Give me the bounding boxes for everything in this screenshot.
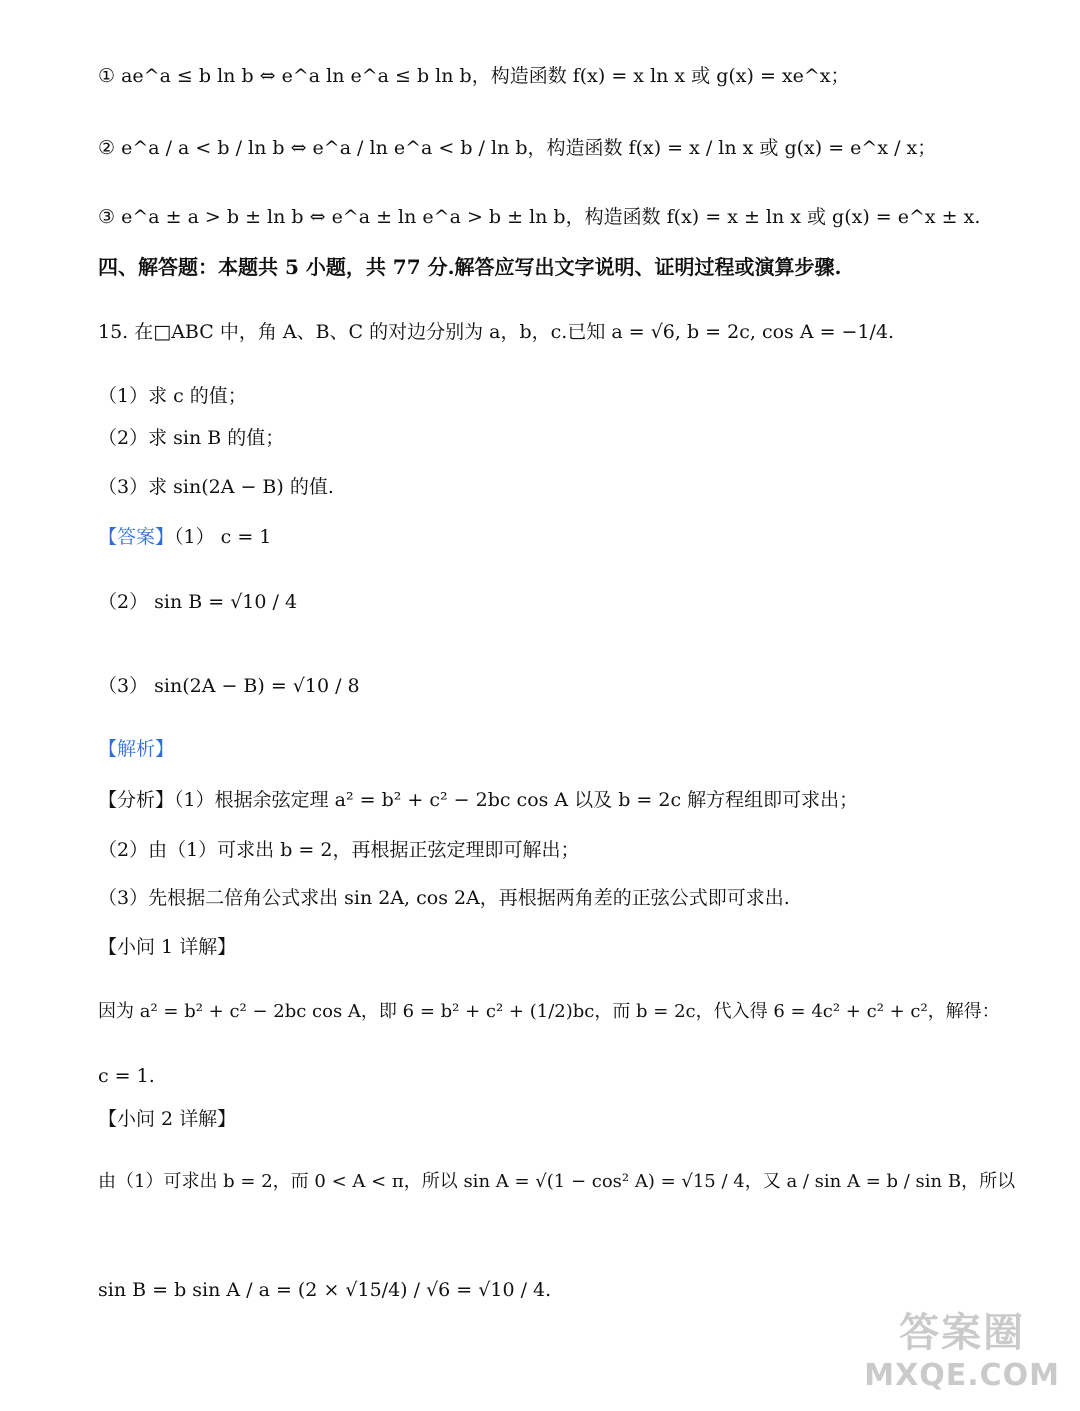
detail-1-line-2: c = 1. bbox=[98, 1065, 155, 1087]
question-3: （3）求 sin(2A − B) 的值. bbox=[98, 476, 334, 498]
watermark-cn: 答案圈 bbox=[899, 1310, 1026, 1356]
question-1: （1）求 c 的值； bbox=[98, 385, 247, 407]
detail-1-heading: 【小问 1 详解】 bbox=[98, 936, 237, 958]
fenxi-tag: 【分析】 bbox=[98, 789, 175, 811]
section-heading: 四、解答题：本题共 5 小题，共 77 分.解答应写出文字说明、证明过程或演算步骤. bbox=[98, 255, 842, 279]
detail-2-line-2: sin B = b sin A / a = (2 × √15/4) / √6 = √10 / 4. bbox=[98, 1279, 552, 1301]
fenxi-3: （3）先根据二倍角公式求出 sin 2A, cos 2A，再根据两角差的正弦公式即可求出. bbox=[98, 887, 790, 909]
watermark bbox=[864, 1301, 1060, 1393]
question-2: （2）求 sin B 的值； bbox=[98, 427, 285, 449]
answer-1: （1） c = 1 bbox=[174, 526, 272, 548]
answer-2: （2） sin B = √10 / 4 bbox=[98, 591, 298, 613]
answer-tag: 【答案】 bbox=[98, 526, 175, 548]
fenxi-2: （2）由（1）可求出 b = 2，再根据正弦定理即可解出； bbox=[98, 839, 580, 861]
answer-line-1 bbox=[98, 523, 1020, 551]
analysis-tag: 【解析】 bbox=[98, 738, 175, 760]
intro-item-1: ① ae^a ≤ b ln b ⇔ e^a ln e^a ≤ b ln b，构造函数 f(x) = x ln x 或 g(x) = xe^x； bbox=[98, 65, 850, 87]
intro-item-2: ② e^a / a < b / ln b ⇔ e^a / ln e^a < b / ln b，构造函数 f(x) = x / ln x 或 g(x) = e^x / x； bbox=[98, 137, 937, 159]
detail-2-heading: 【小问 2 详解】 bbox=[98, 1108, 237, 1130]
problem-stem: 15. 在□ABC 中，角 A、B、C 的对边分别为 a，b，c.已知 a = √6, b = 2c, cos A = −1/4. bbox=[98, 321, 895, 343]
fenxi-line-1 bbox=[98, 786, 1020, 814]
answer-3: （3） sin(2A − B) = √10 / 8 bbox=[98, 675, 360, 697]
fenxi-1: （1）根据余弦定理 a² = b² + c² − 2bc cos A 以及 b = 2c 解方程组即可求出； bbox=[174, 789, 859, 811]
intro-item-3: ③ e^a ± a > b ± ln b ⇔ e^a ± ln e^a > b ± ln b，构造函数 f(x) = x ± ln x 或 g(x) = e^x ± x. bbox=[98, 206, 981, 228]
detail-1-line-1: 因为 a² = b² + c² − 2bc cos A，即 6 = b² + c² + (1/2)bc，而 b = 2c，代入得 6 = 4c² + c² + c²，解得： bbox=[98, 1001, 1000, 1022]
detail-2-line-1: 由（1）可求出 b = 2，而 0 < A < π，所以 sin A = √(1 − cos² A) = √15 / 4，又 a / sin A = b / sin B，所以 bbox=[98, 1171, 1016, 1192]
watermark-en: MXQE.COM bbox=[864, 1358, 1060, 1393]
